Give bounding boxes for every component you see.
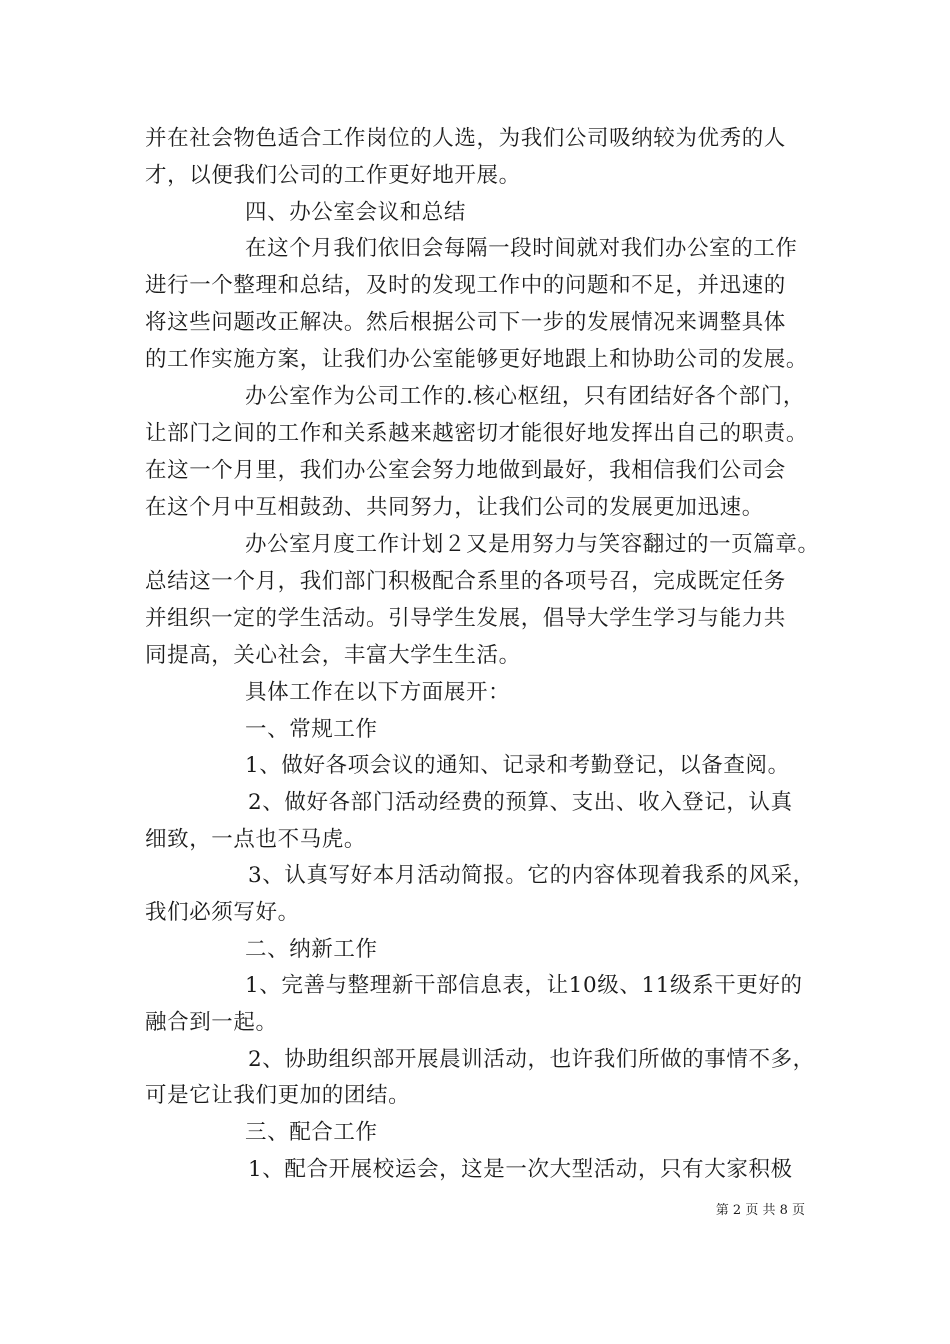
list-item: 3、认真写好本月活动简报。它的内容体现着我系的风采， — [248, 863, 815, 888]
text-line: 办公室作为公司工作的.核心枢纽，只有团结好各个部门， — [245, 384, 805, 409]
text-line: 我们必须写好。 — [145, 900, 300, 925]
text-line: 可是它让我们更加的团结。 — [145, 1083, 411, 1108]
text-line: 让部门之间的工作和关系越来越密切才能很好地发挥出自己的职责。 — [145, 421, 809, 446]
list-item: 1、配合开展校运会，这是一次大型活动，只有大家积极 — [248, 1157, 793, 1182]
text-line: 并在社会物色适合工作岗位的人选，为我们公司吸纳较为优秀的人 — [145, 126, 786, 151]
section-heading: 一、常规工作 — [245, 717, 378, 742]
text-line: 并组织一定的学生活动。引导学生发展，倡导大学生学习与能力共 — [145, 606, 786, 631]
section-heading: 三、配合工作 — [245, 1120, 378, 1145]
text-line: 在这个月我们依旧会每隔一段时间就对我们办公室的工作 — [245, 236, 798, 261]
text-line: 办公室月度工作计划２又是用努力与笑容翻过的一页篇章。 — [245, 532, 820, 557]
text-line: 在这一个月里，我们办公室会努力地做到最好，我相信我们公司会 — [145, 458, 786, 483]
text-line: 的工作实施方案，让我们办公室能够更好地跟上和协助公司的发展。 — [145, 347, 809, 372]
list-item: 1、完善与整理新干部信息表，让10级、11级系干更好的 — [245, 973, 803, 998]
text-line: 进行一个整理和总结，及时的发现工作中的问题和不足，并迅速的 — [145, 273, 786, 298]
text-line: 具体工作在以下方面展开： — [245, 680, 511, 705]
text-line: 同提高，关心社会，丰富大学生生活。 — [145, 643, 521, 668]
text-line: 将这些问题改正解决。然后根据公司下一步的发展情况来调整具体 — [145, 310, 786, 335]
section-heading: 二、纳新工作 — [245, 937, 378, 962]
list-item: 1、做好各项会议的通知、记录和考勤登记，以备查阅。 — [245, 753, 790, 778]
text-line: 才，以便我们公司的工作更好地开展。 — [145, 163, 521, 188]
section-heading: 四、办公室会议和总结 — [245, 200, 467, 225]
list-item: 2、协助组织部开展晨训活动，也许我们所做的事情不多， — [248, 1047, 815, 1072]
page-number-footer: 第 2 页 共 8 页 — [715, 1203, 805, 1218]
text-line: 细致，一点也不马虎。 — [145, 827, 367, 852]
text-line: 在这个月中互相鼓劲、共同努力，让我们公司的发展更加迅速。 — [145, 495, 764, 520]
text-line: 总结这一个月，我们部门积极配合系里的各项号召，完成既定任务 — [145, 569, 786, 594]
text-line: 融合到一起。 — [145, 1010, 278, 1035]
list-item: 2、做好各部门活动经费的预算、支出、收入登记，认真 — [248, 790, 793, 815]
